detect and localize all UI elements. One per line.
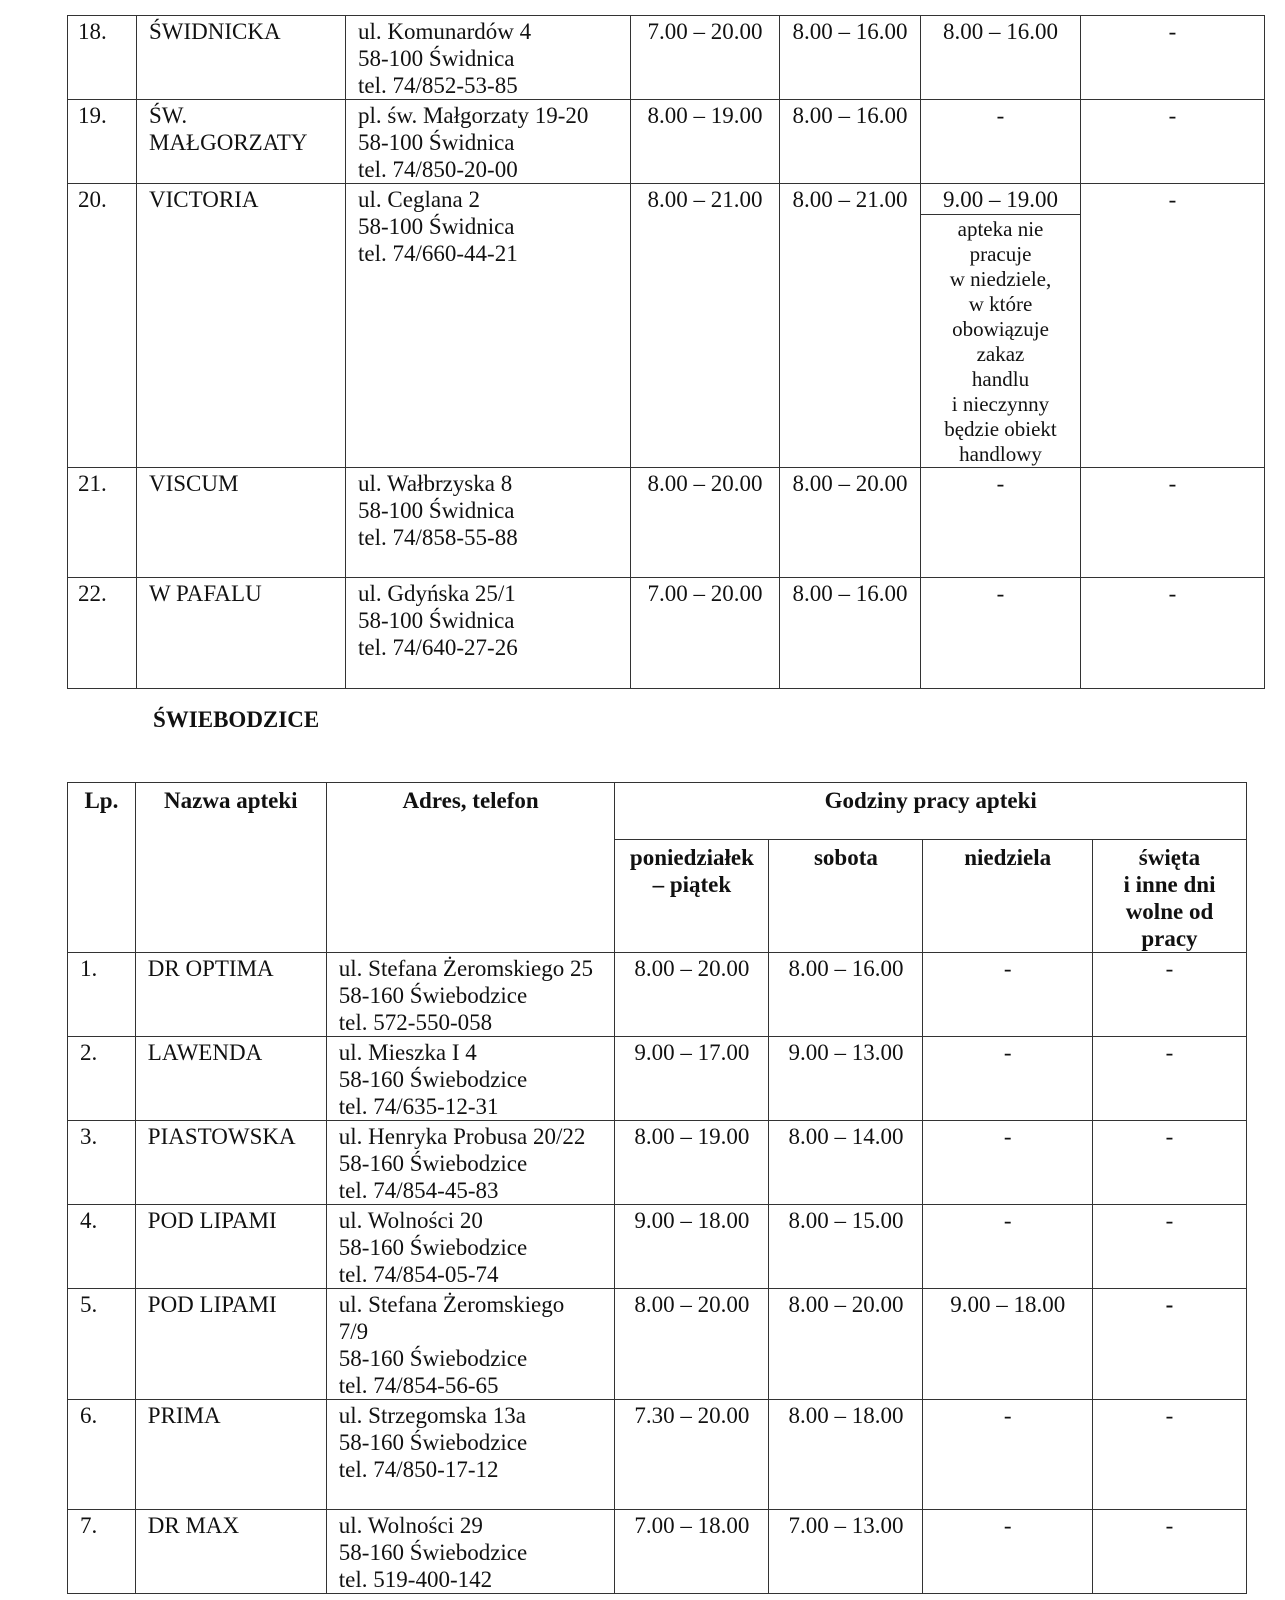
header-line: wolne od [1125,899,1214,924]
hours-holidays: - [1092,1037,1246,1121]
hours-weekdays: 8.00 – 19.00 [631,100,780,184]
hours-holidays: - [1092,953,1246,1037]
hours-sunday: - [923,1205,1092,1289]
col-header-sunday: niedziela [923,840,1092,953]
hours-sunday: 8.00 – 16.00 [921,16,1081,100]
hours-weekdays: 9.00 – 17.00 [615,1037,769,1121]
row-number: 4. [68,1205,136,1289]
swidnica-pharmacy-table [67,15,1265,689]
pharmacy-address [346,578,631,689]
pharmacy-address [326,1400,615,1510]
address-phone: tel. 74/640-27-26 [358,635,518,660]
header-line: święta [1138,845,1201,870]
row-number: 5. [68,1289,136,1400]
note-line: pracuje [969,242,1032,266]
row-number: 20. [68,184,137,468]
address-street: ul. Strzegomska 13a [338,1403,526,1428]
hours-weekdays: 8.00 – 19.00 [615,1121,769,1205]
col-header-hours: Godziny pracy apteki [615,783,1247,840]
hours-saturday: 8.00 – 18.00 [769,1400,923,1510]
hours-saturday: 8.00 – 14.00 [769,1121,923,1205]
col-header-name: Nazwa apteki [135,783,326,953]
address-phone: tel. 74/852-53-85 [358,73,518,98]
row-number: 1. [68,953,136,1037]
hours-weekdays: 7.00 – 18.00 [615,1510,769,1594]
address-city: 58-160 Świebodzice [338,1067,528,1092]
table-row [68,16,1265,100]
hours-holidays: - [1081,100,1265,184]
pharmacy-address [346,468,631,578]
pharmacy-name-line: W PAFALU [149,581,262,606]
address-street: ul. Henryka Probusa 20/22 [338,1124,586,1149]
address-street: ul. Komunardów 4 [358,19,532,44]
pharmacy-address [346,184,631,468]
hours-holidays: - [1081,578,1265,689]
header-row [68,783,1247,840]
table-row [68,1289,1247,1400]
hours-saturday: 9.00 – 13.00 [769,1037,923,1121]
pharmacy-address [326,1121,615,1205]
address-city: 58-100 Świdnica [358,46,515,71]
pharmacy-name: POD LIPAMI [135,1289,326,1400]
pharmacy-name: POD LIPAMI [135,1205,326,1289]
hours-weekdays: 9.00 – 18.00 [615,1205,769,1289]
pharmacy-address [326,1510,615,1594]
hours-holidays: - [1092,1289,1246,1400]
address-phone: tel. 572-550-058 [338,1010,493,1035]
address-phone: tel. 74/850-20-00 [358,157,518,182]
address-street: ul. Wałbrzyska 8 [358,471,513,496]
pharmacy-name-line: VISCUM [149,471,239,496]
row-number: 2. [68,1037,136,1121]
pharmacy-address [346,100,631,184]
note-line: zakaz [976,342,1025,366]
address-city: 58-100 Świdnica [358,498,515,523]
col-header-address: Adres, telefon [326,783,615,953]
hours-weekdays: 8.00 – 20.00 [615,953,769,1037]
col-header-lp: Lp. [68,783,136,953]
address-street: ul. Stefana Żeromskiego [338,1292,565,1317]
address-city: 58-160 Świebodzice [338,1235,528,1260]
hours-saturday: 8.00 – 16.00 [780,100,921,184]
address-phone: tel. 74/854-45-83 [338,1178,499,1203]
pharmacy-name: PIASTOWSKA [135,1121,326,1205]
row-number: 19. [68,100,137,184]
hours-saturday: 8.00 – 21.00 [780,184,921,468]
swiebodzice-pharmacy-table [67,782,1247,1594]
hours-weekdays: 7.00 – 20.00 [631,16,780,100]
address-street: ul. Ceglana 2 [358,187,480,212]
hours-sunday: - [923,1400,1092,1510]
section-title: ŚWIEBODZICE [153,707,320,732]
note-line: handlu [971,367,1030,391]
sunday-note [921,215,1080,467]
hours-holidays: - [1081,16,1265,100]
hours-saturday: 8.00 – 15.00 [769,1205,923,1289]
pharmacy-name-line: MAŁGORZATY [149,130,308,155]
pharmacy-address [326,1289,615,1400]
header-line: i inne dni [1123,872,1216,897]
hours-sunday: 9.00 – 18.00 [923,1289,1092,1400]
row-number: 22. [68,578,137,689]
address-street: ul. Gdyńska 25/1 [358,581,516,606]
hours-saturday: 8.00 – 20.00 [780,468,921,578]
col-header-holidays [1092,840,1246,953]
row-number: 6. [68,1400,136,1510]
table-row [68,184,1265,468]
hours-weekdays: 8.00 – 21.00 [631,184,780,468]
address-phone: tel. 74/854-56-65 [338,1373,499,1398]
hours-weekdays: 7.30 – 20.00 [615,1400,769,1510]
pharmacy-address [346,16,631,100]
hours-holidays: - [1092,1121,1246,1205]
address-city: 58-160 Świebodzice [338,1151,528,1176]
hours-saturday: 7.00 – 13.00 [769,1510,923,1594]
note-line: obowiązuje [952,317,1049,341]
address-phone: tel. 519-400-142 [338,1567,493,1592]
address-city: 58-160 Świebodzice [338,1540,528,1565]
row-number: 3. [68,1121,136,1205]
pharmacy-name [137,184,346,468]
address-city: 58-100 Świdnica [358,214,515,239]
table-row [68,953,1247,1037]
sunday-hours: 9.00 – 19.00 [921,184,1080,215]
hours-holidays: - [1092,1400,1246,1510]
pharmacy-name: PRIMA [135,1400,326,1510]
address-street: ul. Wolności 20 [338,1208,483,1233]
header-line: pracy [1141,926,1198,951]
hours-saturday: 8.00 – 20.00 [769,1289,923,1400]
pharmacy-address [326,1205,615,1289]
pharmacy-name-line: ŚWIDNICKA [149,19,281,44]
address-street: ul. Mieszka I 4 [338,1040,477,1065]
address-street: ul. Stefana Żeromskiego 25 [338,956,594,981]
pharmacy-name: DR MAX [135,1510,326,1594]
address-phone: tel. 74/854-05-74 [338,1262,499,1287]
col-header-weekdays [615,840,769,953]
table-row [68,1400,1247,1510]
hours-holidays: - [1081,468,1265,578]
table-row [68,1121,1247,1205]
hours-holidays: - [1092,1510,1246,1594]
pharmacy-address [326,953,615,1037]
address-city: 58-100 Świdnica [358,130,515,155]
address-phone: tel. 74/635-12-31 [338,1094,499,1119]
hours-saturday: 8.00 – 16.00 [780,16,921,100]
table-row [68,1037,1247,1121]
hours-sunday: - [923,1510,1092,1594]
col-header-saturday: sobota [769,840,923,953]
table-row [68,1205,1247,1289]
pharmacy-address [326,1037,615,1121]
hours-weekdays: 7.00 – 20.00 [631,578,780,689]
hours-sunday: - [923,1037,1092,1121]
pharmacy-name: LAWENDA [135,1037,326,1121]
hours-holidays: - [1081,184,1265,468]
pharmacy-name [137,100,346,184]
row-number: 21. [68,468,137,578]
hours-sunday: - [923,953,1092,1037]
note-line: w niedziele, [949,267,1052,291]
hours-saturday: 8.00 – 16.00 [769,953,923,1037]
row-number: 7. [68,1510,136,1594]
table-row [68,468,1265,578]
hours-weekdays: 8.00 – 20.00 [615,1289,769,1400]
address-phone: tel. 74/850-17-12 [338,1457,499,1482]
note-line: w które [968,292,1033,316]
address-street: ul. Wolności 29 [338,1513,483,1538]
address-city: 58-100 Świdnica [358,608,515,633]
hours-sunday: - [923,1121,1092,1205]
table-row [68,100,1265,184]
hours-saturday: 8.00 – 16.00 [780,578,921,689]
address-street-number: 7/9 [338,1319,369,1344]
address-city: 58-160 Świebodzice [338,1346,528,1371]
note-line: apteka nie [957,217,1044,241]
address-phone: tel. 74/858-55-88 [358,525,518,550]
note-line: handlowy [959,442,1042,466]
hours-sunday [921,184,1081,468]
hours-sunday: - [921,100,1081,184]
address-phone: tel. 74/660-44-21 [358,241,518,266]
address-city: 58-160 Świebodzice [338,983,528,1008]
hours-sunday: - [921,468,1081,578]
pharmacy-name-line: ŚW. [149,103,188,128]
hours-sunday: - [921,578,1081,689]
address-street: pl. św. Małgorzaty 19-20 [358,103,589,128]
header-line: – piątek [652,872,732,897]
pharmacy-name: DR OPTIMA [135,953,326,1037]
header-line: poniedziałek [629,845,754,870]
note-line: będzie obiekt [944,417,1057,441]
hours-holidays: - [1092,1205,1246,1289]
address-city: 58-160 Świebodzice [338,1430,528,1455]
pharmacy-name [137,578,346,689]
pharmacy-name [137,16,346,100]
table-row [68,578,1265,689]
row-number: 18. [68,16,137,100]
note-line: i nieczynny [951,392,1050,416]
pharmacy-name [137,468,346,578]
pharmacy-name-line: VICTORIA [149,187,259,212]
hours-weekdays: 8.00 – 20.00 [631,468,780,578]
table-row [68,1510,1247,1594]
